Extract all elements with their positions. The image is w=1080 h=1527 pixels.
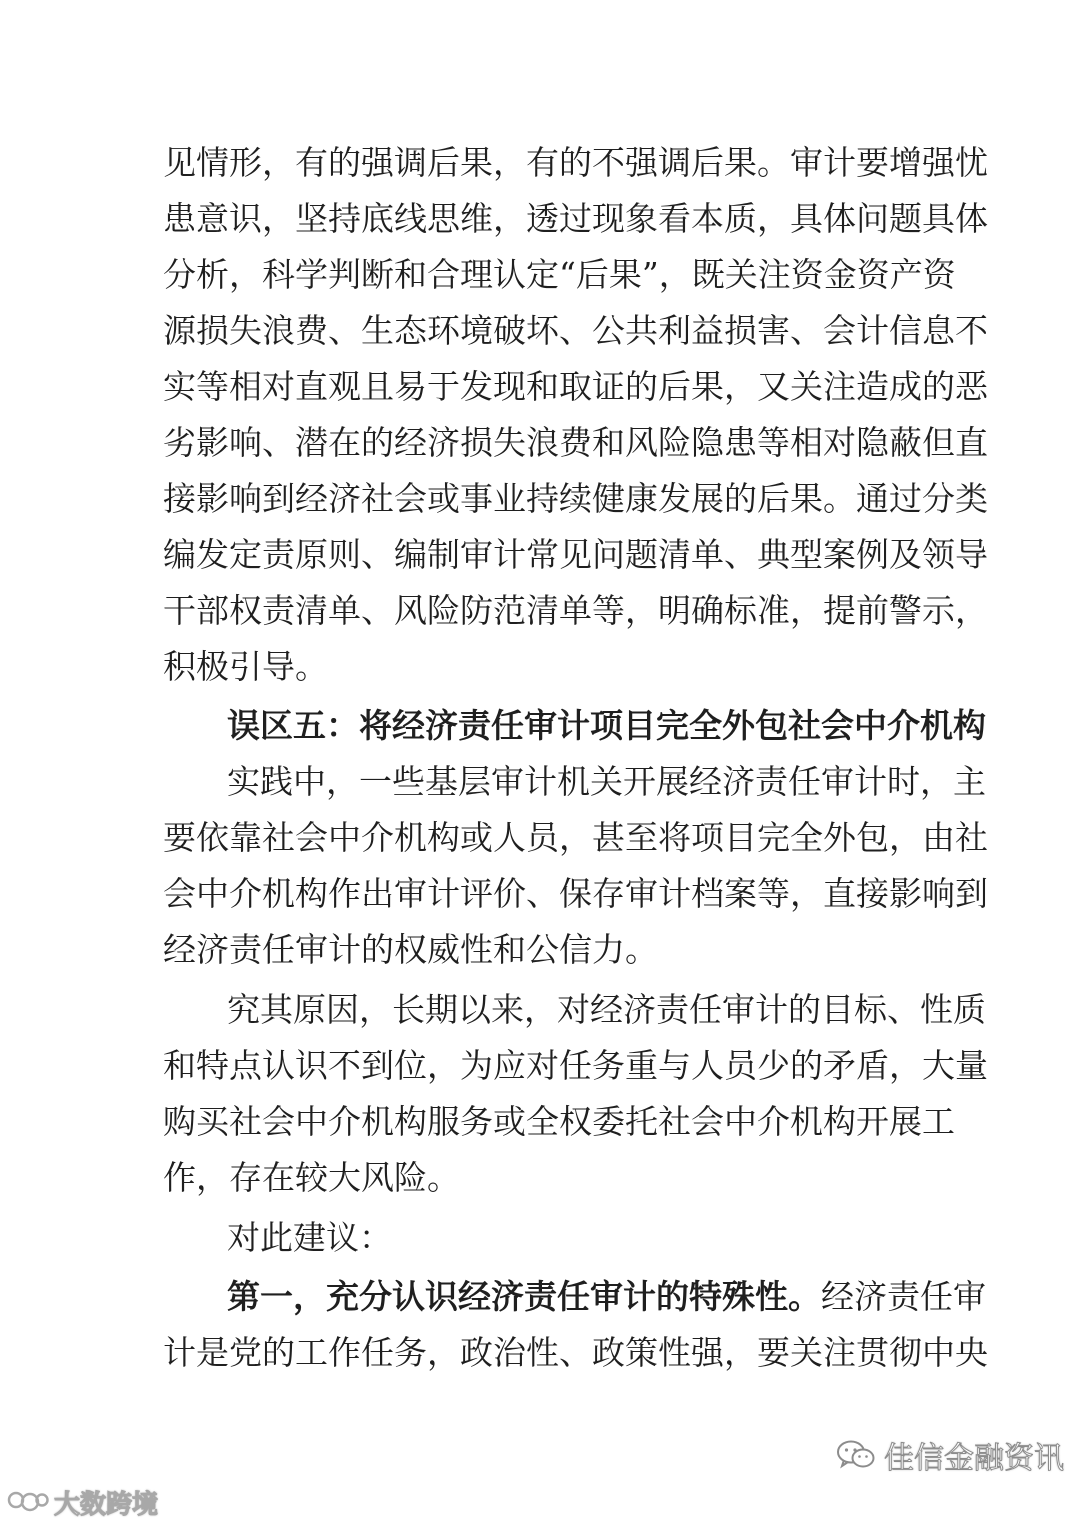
wechat-watermark — [836, 1435, 1064, 1475]
body-line: 购买社会中介机构服务或全权委托社会中介机构开展工 — [163, 1102, 955, 1141]
body-line: 接影响到经济社会或事业持续健康发展的后果。通过分类 — [163, 479, 988, 518]
paragraph-first-line: 对此建议： — [227, 1218, 392, 1257]
body-line: 编发定责原则、编制审计常见问题清单、典型案例及领导 — [163, 535, 988, 574]
body-line: 患意识，坚持底线思维，透过现象看本质，具体问题具体 — [163, 199, 988, 238]
body-line: 和特点认识不到位，为应对任务重与人员少的矛盾，大量 — [163, 1046, 988, 1085]
body-line: 经济责任审计的权威性和公信力。 — [163, 930, 658, 969]
body-line: 见情形，有的强调后果，有的不强调后果。审计要增强忧 — [163, 143, 988, 182]
body-line: 作，存在较大风险。 — [163, 1158, 460, 1197]
watermark-text-right: 佳信金融资讯 — [884, 1441, 1064, 1476]
section-heading: 误区五：将经济责任审计项目完全外包社会中介机构 — [227, 706, 986, 745]
watermark-text-left: 大数跨境 — [54, 1489, 159, 1520]
wechat-icon — [836, 1438, 876, 1472]
body-line: 干部权责清单、风险防范清单等，明确标准，提前警示， — [163, 591, 988, 630]
paragraph-first-line — [227, 1277, 986, 1317]
body-line: 会中介机构作出审计评价、保存审计档案等，直接影响到 — [163, 874, 988, 913]
dashuju-logo-icon — [6, 1487, 50, 1517]
body-line: 要依靠社会中介机构或人员，甚至将项目完全外包，由社 — [163, 818, 988, 857]
body-line: 实等相对直观且易于发现和取证的后果，又关注造成的恶 — [163, 367, 988, 406]
body-line: 计是党的工作任务，政治性、政策性强，要关注贯彻中央 — [163, 1333, 988, 1372]
body-line: 劣影响、潜在的经济损失浪费和风险隐患等相对隐蔽但直 — [163, 423, 988, 462]
paragraph-first-line: 究其原因，长期以来，对经济责任审计的目标、性质 — [227, 990, 986, 1029]
body-line: 积极引导。 — [163, 647, 328, 686]
line-continuation: 经济责任审 — [821, 1277, 986, 1316]
body-line: 源损失浪费、生态环境破坏、公共利益损害、会计信息不 — [163, 311, 988, 350]
bold-lead-in: 第一，充分认识经济责任审计的特殊性。 — [227, 1277, 821, 1316]
site-watermark — [6, 1484, 158, 1520]
paragraph-first-line: 实践中，一些基层审计机关开展经济责任审计时，主 — [227, 762, 986, 801]
body-line: 分析，科学判断和合理认定“后果”，既关注资金资产资 — [163, 255, 956, 294]
